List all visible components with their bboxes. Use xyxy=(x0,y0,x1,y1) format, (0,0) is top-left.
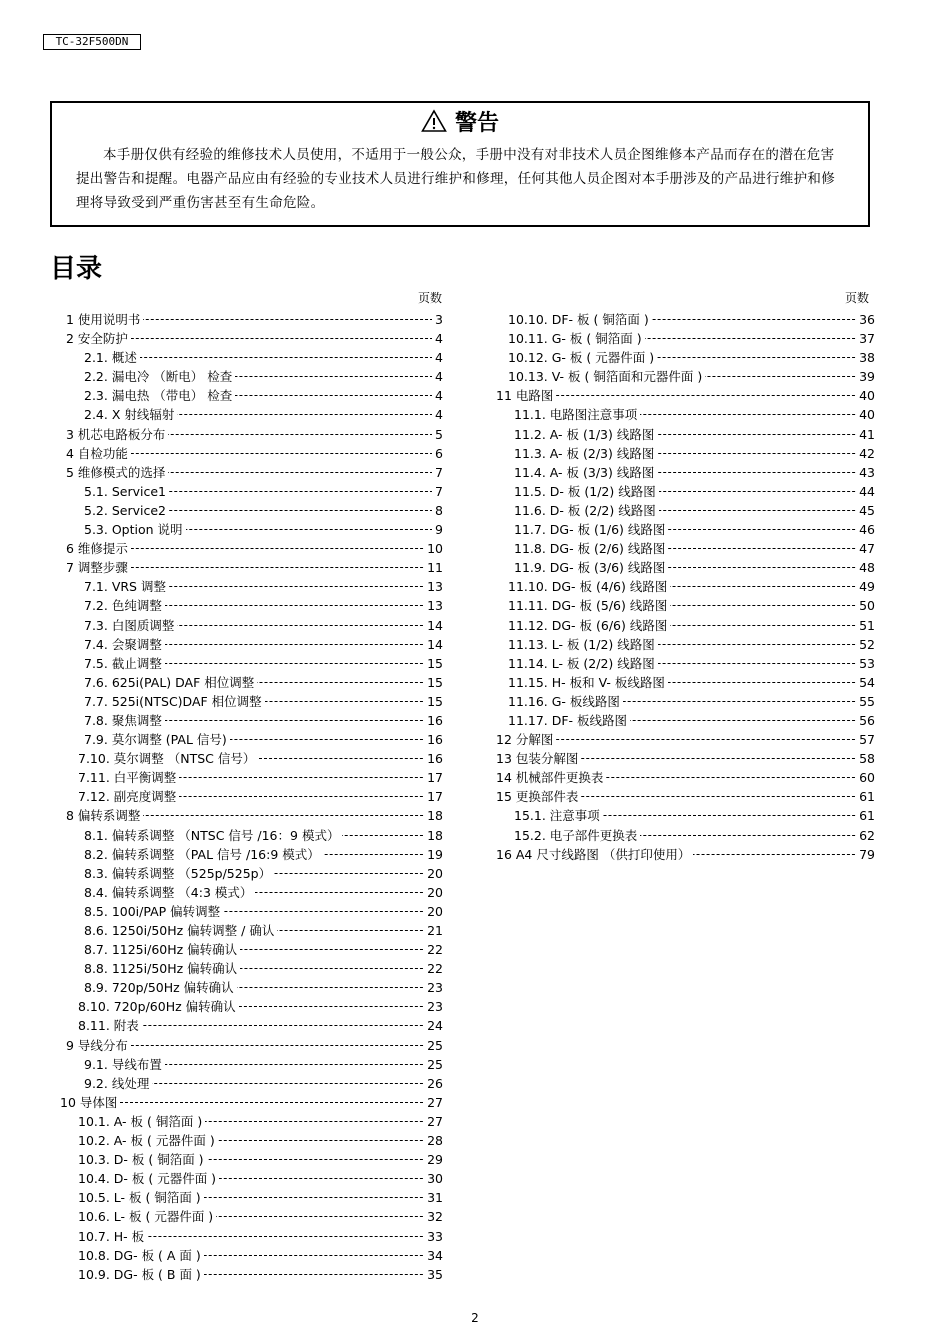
toc-entry-label: 11.9. DG- 板 (3/6) 线路图 xyxy=(514,558,668,577)
toc-entry-page: 25 xyxy=(424,1036,443,1055)
toc-entry-label: 8.9. 720p/50Hz 偏转确认 xyxy=(84,978,237,997)
toc-entry-label: 11.1. 电路图注意事项 xyxy=(514,405,640,424)
toc-entry[interactable] xyxy=(60,940,443,959)
toc-entry-page: 35 xyxy=(424,1265,443,1284)
toc-entry[interactable] xyxy=(60,1265,443,1284)
toc-entry[interactable] xyxy=(490,692,875,711)
toc-entry-label: 11.4. A- 板 (3/3) 线路图 xyxy=(514,463,657,482)
toc-entry-page: 16 xyxy=(424,730,443,749)
warning-text: 本手册仅供有经验的维修技术人员使用，不适用于一般公众，手册中没有对非技术人员企图维修本产品而存在的潜在危害提出警告和提醒。电器产品应由有经验的专业技术人员进行维护和修理，任何其他人员企图对本手册涉及的产品进行维护和修理将导致受到严重伤害甚至有生命危险。 xyxy=(76,147,835,211)
toc-entry[interactable] xyxy=(490,806,875,825)
toc-entry-page: 41 xyxy=(856,425,875,444)
toc-entry-label: 5 维修模式的选择 xyxy=(66,463,168,482)
toc-entry-label: 11.11. DG- 板 (5/6) 线路图 xyxy=(508,596,670,615)
toc-entry-page: 52 xyxy=(856,635,875,654)
toc-entry-label: 13 包装分解图 xyxy=(496,749,581,768)
warning-title xyxy=(52,109,868,138)
toc-entry-page: 31 xyxy=(424,1188,443,1207)
toc-entry-label: 11.7. DG- 板 (1/6) 线路图 xyxy=(514,520,668,539)
toc-entry-page: 51 xyxy=(856,616,875,635)
toc-entry[interactable] xyxy=(60,845,443,864)
toc-entry-page: 60 xyxy=(856,768,875,787)
toc-entry[interactable] xyxy=(60,806,443,825)
toc-entry-page: 16 xyxy=(424,711,443,730)
toc-entry-page: 28 xyxy=(424,1131,443,1150)
toc-entry-label: 10.1. A- 板 ( 铜箔面 ) xyxy=(78,1112,205,1131)
toc-left-column xyxy=(60,310,443,1284)
toc-entry-label: 5.1. Service1 xyxy=(84,482,169,501)
toc-entry-label: 9.1. 导线布置 xyxy=(84,1055,165,1074)
toc-entry-label: 7.8. 聚焦调整 xyxy=(84,711,165,730)
toc-entry[interactable] xyxy=(60,997,443,1016)
toc-entry[interactable] xyxy=(60,1227,443,1246)
toc-entry[interactable] xyxy=(60,673,443,692)
toc-entry[interactable] xyxy=(60,482,443,501)
toc-entry[interactable] xyxy=(60,921,443,940)
toc-entry-page: 46 xyxy=(856,520,875,539)
toc-entry[interactable] xyxy=(490,501,875,520)
toc-entry-page: 34 xyxy=(424,1246,443,1265)
toc-entry[interactable] xyxy=(60,1055,443,1074)
toc-entry[interactable] xyxy=(490,730,875,749)
toc-entry-page: 26 xyxy=(424,1074,443,1093)
toc-entry-label: 8.10. 720p/60Hz 偏转确认 xyxy=(78,997,239,1016)
toc-entry-page: 13 xyxy=(424,577,443,596)
toc-entry-label: 8.7. 1125i/60Hz 偏转确认 xyxy=(84,940,240,959)
toc-entry-label: 6 维修提示 xyxy=(66,539,131,558)
toc-entry[interactable] xyxy=(60,1093,443,1112)
toc-entry-page: 13 xyxy=(424,596,443,615)
toc-entry-page: 57 xyxy=(856,730,875,749)
toc-entry-page: 17 xyxy=(424,787,443,806)
toc-entry-page: 7 xyxy=(432,482,443,501)
toc-entry-label: 8.1. 偏转系调整 （NTSC 信号 /16：9 模式） xyxy=(84,826,342,845)
toc-entry[interactable] xyxy=(490,768,875,787)
toc-entry[interactable] xyxy=(60,864,443,883)
toc-entry-label: 7.10. 莫尔调整 （NTSC 信号） xyxy=(78,749,258,768)
toc-entry-label: 10.5. L- 板 ( 铜箔面 ) xyxy=(78,1188,204,1207)
toc-entry-label: 3 机芯电路板分布 xyxy=(66,425,168,444)
toc-entry[interactable] xyxy=(60,329,443,348)
toc-entry-label: 11.12. DG- 板 (6/6) 线路图 xyxy=(508,616,670,635)
toc-entry-label: 7.2. 色纯调整 xyxy=(84,596,165,615)
toc-entry-page: 14 xyxy=(424,616,443,635)
toc-entry[interactable] xyxy=(60,1246,443,1265)
toc-entry[interactable] xyxy=(490,310,875,329)
toc-entry[interactable] xyxy=(60,959,443,978)
toc-title: 目录 xyxy=(50,254,103,284)
toc-entry[interactable] xyxy=(60,711,443,730)
toc-entry[interactable] xyxy=(60,1188,443,1207)
toc-entry-label: 10.2. A- 板 ( 元器件面 ) xyxy=(78,1131,218,1150)
toc-entry-page: 7 xyxy=(432,463,443,482)
toc-entry[interactable] xyxy=(60,635,443,654)
toc-entry-label: 8.11. 附表 xyxy=(78,1016,142,1035)
toc-entry-label: 11.14. L- 板 (2/2) 线路图 xyxy=(508,654,658,673)
toc-entry-label: 10.4. D- 板 ( 元器件面 ) xyxy=(78,1169,219,1188)
toc-entry-page: 19 xyxy=(424,845,443,864)
toc-entry-label: 10.11. G- 板 ( 铜箔面 ) xyxy=(508,329,645,348)
toc-entry[interactable] xyxy=(60,539,443,558)
toc-entry[interactable] xyxy=(60,348,443,367)
page-header-right: 页数 xyxy=(845,291,870,305)
toc-entry-page: 10 xyxy=(424,539,443,558)
toc-entry-page: 50 xyxy=(856,596,875,615)
toc-entry-label: 11.3. A- 板 (2/3) 线路图 xyxy=(514,444,657,463)
toc-entry-page: 11 xyxy=(424,558,443,577)
toc-entry-label: 7.12. 副亮度调整 xyxy=(78,787,179,806)
toc-entry-label: 10.8. DG- 板 ( A 面 ) xyxy=(78,1246,204,1265)
toc-entry-label: 11.13. L- 板 (1/2) 线路图 xyxy=(508,635,658,654)
toc-entry-page: 56 xyxy=(856,711,875,730)
toc-entry[interactable] xyxy=(60,654,443,673)
toc-entry[interactable] xyxy=(490,845,875,864)
toc-entry-label: 8 偏转系调整 xyxy=(66,806,143,825)
toc-entry-label: 11.8. DG- 板 (2/6) 线路图 xyxy=(514,539,668,558)
toc-entry-page: 62 xyxy=(856,826,875,845)
toc-entry-label: 7 调整步骤 xyxy=(66,558,131,577)
toc-entry[interactable] xyxy=(60,1207,443,1226)
toc-entry[interactable] xyxy=(60,558,443,577)
toc-entry[interactable] xyxy=(60,902,443,921)
toc-entry-label: 10.6. L- 板 ( 元器件面 ) xyxy=(78,1207,216,1226)
toc-entry-label: 8.6. 1250i/50Hz 偏转调整 / 确认 xyxy=(84,921,277,940)
toc-entry-page: 42 xyxy=(856,444,875,463)
toc-entry[interactable] xyxy=(490,348,875,367)
toc-entry[interactable] xyxy=(490,787,875,806)
toc-entry-label: 10 导体图 xyxy=(60,1093,120,1112)
toc-entry[interactable] xyxy=(490,539,875,558)
toc-entry-page: 15 xyxy=(424,692,443,711)
toc-entry-page: 15 xyxy=(424,654,443,673)
toc-entry[interactable] xyxy=(60,596,443,615)
toc-entry[interactable] xyxy=(490,425,875,444)
toc-entry[interactable] xyxy=(60,787,443,806)
toc-entry-label: 7.3. 白图质调整 xyxy=(84,616,177,635)
toc-entry-label: 5.3. Option 说明 xyxy=(84,520,186,539)
toc-entry-page: 9 xyxy=(432,520,443,539)
toc-entry-page: 18 xyxy=(424,806,443,825)
toc-entry-label: 2.1. 概述 xyxy=(84,348,140,367)
toc-entry-label: 7.7. 525i(NTSC)DAF 相位调整 xyxy=(84,692,265,711)
toc-entry-label: 14 机械部件更换表 xyxy=(496,768,606,787)
warning-box xyxy=(50,101,870,227)
toc-entry[interactable] xyxy=(490,826,875,845)
toc-entry-label: 1 使用说明书 xyxy=(66,310,143,329)
toc-entry-label: 11 电路图 xyxy=(496,386,556,405)
toc-entry-page: 45 xyxy=(856,501,875,520)
toc-entry-label: 7.9. 莫尔调整 (PAL 信号) xyxy=(84,730,230,749)
toc-entry-label: 11.5. D- 板 (1/2) 线路图 xyxy=(514,482,659,501)
toc-entry-page: 61 xyxy=(856,806,875,825)
toc-entry[interactable] xyxy=(60,405,443,424)
toc-entry-label: 8.3. 偏转系调整 （525p/525p） xyxy=(84,864,274,883)
toc-entry-label: 10.13. V- 板 ( 铜箔面和元器件面 ) xyxy=(508,367,705,386)
toc-entry[interactable] xyxy=(60,1131,443,1150)
toc-entry-page: 24 xyxy=(424,1016,443,1035)
toc-entry-label: 16 A4 尺寸线路图 （供打印使用） xyxy=(496,845,693,864)
toc-entry[interactable] xyxy=(60,310,443,329)
toc-entry[interactable] xyxy=(490,654,875,673)
toc-entry[interactable] xyxy=(490,405,875,424)
toc-entry-label: 7.6. 625i(PAL) DAF 相位调整 xyxy=(84,673,257,692)
toc-entry-label: 2.2. 漏电冷 （断电） 检查 xyxy=(84,367,235,386)
toc-entry-page: 54 xyxy=(856,673,875,692)
toc-entry-label: 2.3. 漏电热 （带电） 检查 xyxy=(84,386,235,405)
toc-entry-page: 5 xyxy=(432,425,443,444)
toc-entry-page: 14 xyxy=(424,635,443,654)
toc-entry-page: 49 xyxy=(856,577,875,596)
toc-entry-page: 58 xyxy=(856,749,875,768)
toc-entry-page: 40 xyxy=(856,386,875,405)
toc-entry-label: 11.6. D- 板 (2/2) 线路图 xyxy=(514,501,659,520)
page-header-left: 页数 xyxy=(418,291,443,305)
toc-entry[interactable] xyxy=(490,635,875,654)
toc-entry-label: 11.17. DF- 板线路图 xyxy=(508,711,630,730)
toc-entry-label: 8.5. 100i/PAP 偏转调整 xyxy=(84,902,223,921)
toc-entry-label: 10.10. DF- 板 ( 铜箔面 ) xyxy=(508,310,652,329)
toc-entry[interactable] xyxy=(490,616,875,635)
toc-entry-label: 12 分解图 xyxy=(496,730,556,749)
toc-entry[interactable] xyxy=(490,367,875,386)
toc-entry[interactable] xyxy=(60,692,443,711)
toc-entry-page: 25 xyxy=(424,1055,443,1074)
toc-entry-page: 3 xyxy=(432,310,443,329)
toc-entry[interactable] xyxy=(60,1169,443,1188)
toc-entry-label: 15 更换部件表 xyxy=(496,787,581,806)
toc-entry-page: 37 xyxy=(856,329,875,348)
toc-entry-page: 8 xyxy=(432,501,443,520)
toc-entry-page: 43 xyxy=(856,463,875,482)
toc-entry-page: 27 xyxy=(424,1093,443,1112)
toc-entry-page: 29 xyxy=(424,1150,443,1169)
toc-entry-page: 21 xyxy=(424,921,443,940)
toc-entry[interactable] xyxy=(60,1016,443,1035)
toc-entry[interactable] xyxy=(490,749,875,768)
toc-entry[interactable] xyxy=(60,1150,443,1169)
toc-entry-label: 7.11. 白平衡调整 xyxy=(78,768,179,787)
toc-entry-page: 40 xyxy=(856,405,875,424)
toc-entry[interactable] xyxy=(60,520,443,539)
page-number: 2 xyxy=(471,1311,479,1325)
toc-entry-page: 53 xyxy=(856,654,875,673)
toc-entry[interactable] xyxy=(60,463,443,482)
toc-entry-page: 22 xyxy=(424,940,443,959)
toc-entry-label: 9 导线分布 xyxy=(66,1036,131,1055)
toc-entry-page: 4 xyxy=(432,386,443,405)
toc-entry-label: 10.12. G- 板 ( 元器件面 ) xyxy=(508,348,657,367)
toc-entry-label: 15.2. 电子部件更换表 xyxy=(514,826,640,845)
toc-entry-page: 27 xyxy=(424,1112,443,1131)
toc-entry-label: 11.16. G- 板线路图 xyxy=(508,692,623,711)
toc-entry[interactable] xyxy=(490,444,875,463)
toc-entry[interactable] xyxy=(60,444,443,463)
toc-entry-label: 2 安全防护 xyxy=(66,329,131,348)
toc-entry-page: 4 xyxy=(432,367,443,386)
toc-entry-page: 15 xyxy=(424,673,443,692)
toc-entry-page: 39 xyxy=(856,367,875,386)
toc-entry-page: 20 xyxy=(424,864,443,883)
toc-entry[interactable] xyxy=(490,711,875,730)
toc-entry[interactable] xyxy=(490,386,875,405)
toc-entry[interactable] xyxy=(60,577,443,596)
toc-entry-page: 17 xyxy=(424,768,443,787)
toc-entry-label: 4 自检功能 xyxy=(66,444,131,463)
toc-entry-label: 11.15. H- 板和 V- 板线路图 xyxy=(508,673,668,692)
toc-entry[interactable] xyxy=(60,826,443,845)
toc-entry-label: 2.4. X 射线辐射 xyxy=(84,405,177,424)
toc-entry-page: 36 xyxy=(856,310,875,329)
toc-entry[interactable] xyxy=(490,577,875,596)
toc-entry-label: 10.3. D- 板 ( 铜箔面 ) xyxy=(78,1150,207,1169)
toc-entry-label: 7.4. 会聚调整 xyxy=(84,635,165,654)
toc-entry[interactable] xyxy=(60,367,443,386)
toc-entry-page: 23 xyxy=(424,978,443,997)
toc-entry-page: 18 xyxy=(424,826,443,845)
toc-entry-page: 22 xyxy=(424,959,443,978)
toc-entry-label: 8.2. 偏转系调整 （PAL 信号 /16:9 模式） xyxy=(84,845,323,864)
toc-entry[interactable] xyxy=(490,463,875,482)
toc-entry-page: 4 xyxy=(432,405,443,424)
toc-entry-label: 15.1. 注意事项 xyxy=(514,806,603,825)
toc-entry[interactable] xyxy=(60,616,443,635)
toc-entry-label: 11.10. DG- 板 (4/6) 线路图 xyxy=(508,577,670,596)
toc-entry-label: 5.2. Service2 xyxy=(84,501,169,520)
toc-entry[interactable] xyxy=(60,768,443,787)
toc-entry-page: 23 xyxy=(424,997,443,1016)
toc-entry-page: 47 xyxy=(856,539,875,558)
toc-entry-page: 61 xyxy=(856,787,875,806)
toc-entry-page: 16 xyxy=(424,749,443,768)
toc-entry[interactable] xyxy=(490,673,875,692)
toc-entry[interactable] xyxy=(490,482,875,501)
toc-entry-label: 8.8. 1125i/50Hz 偏转确认 xyxy=(84,959,240,978)
toc-entry[interactable] xyxy=(60,978,443,997)
toc-entry-page: 4 xyxy=(432,348,443,367)
toc-entry[interactable] xyxy=(490,329,875,348)
toc-entry[interactable] xyxy=(60,386,443,405)
toc-entry-label: 10.9. DG- 板 ( B 面 ) xyxy=(78,1265,204,1284)
toc-entry-page: 48 xyxy=(856,558,875,577)
toc-entry[interactable] xyxy=(60,501,443,520)
toc-entry-label: 10.7. H- 板 xyxy=(78,1227,147,1246)
toc-entry[interactable] xyxy=(60,730,443,749)
toc-entry-page: 33 xyxy=(424,1227,443,1246)
toc-entry[interactable] xyxy=(60,1074,443,1093)
toc-entry-label: 11.2. A- 板 (1/3) 线路图 xyxy=(514,425,657,444)
toc-entry[interactable] xyxy=(60,1112,443,1131)
toc-entry[interactable] xyxy=(60,749,443,768)
toc-entry-page: 79 xyxy=(856,845,875,864)
toc-entry-label: 7.1. VRS 调整 xyxy=(84,577,169,596)
toc-entry-page: 44 xyxy=(856,482,875,501)
toc-entry[interactable] xyxy=(60,425,443,444)
toc-entry[interactable] xyxy=(490,558,875,577)
toc-entry-page: 20 xyxy=(424,902,443,921)
toc-entry-label: 9.2. 线处理 xyxy=(84,1074,152,1093)
toc-entry-page: 6 xyxy=(432,444,443,463)
toc-entry-page: 4 xyxy=(432,329,443,348)
toc-right-column xyxy=(490,310,875,864)
toc-entry-page: 32 xyxy=(424,1207,443,1226)
toc-entry-page: 30 xyxy=(424,1169,443,1188)
toc-entry-page: 55 xyxy=(856,692,875,711)
toc-entry-page: 20 xyxy=(424,883,443,902)
model-label: TC-32F500DN xyxy=(43,34,141,50)
toc-entry[interactable] xyxy=(60,883,443,902)
warning-title-text: 警告 xyxy=(454,111,499,136)
toc-entry-label: 8.4. 偏转系调整 （4:3 模式） xyxy=(84,883,255,902)
toc-entry[interactable] xyxy=(60,1036,443,1055)
toc-entry-label: 7.5. 截止调整 xyxy=(84,654,165,673)
warning-triangle-icon xyxy=(421,109,447,133)
toc-entry[interactable] xyxy=(490,520,875,539)
toc-entry-page: 38 xyxy=(856,348,875,367)
toc-entry[interactable] xyxy=(490,596,875,615)
